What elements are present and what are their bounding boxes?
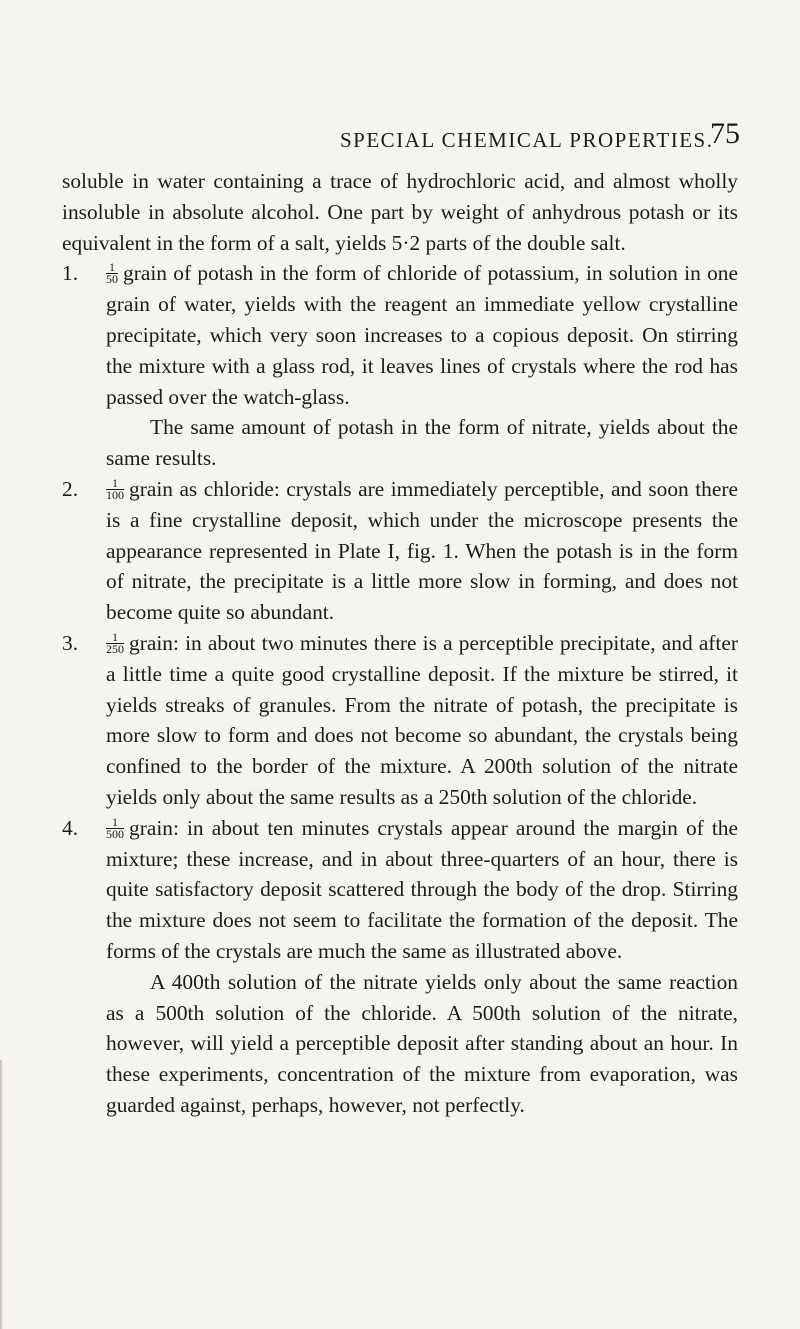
fraction-numerator: 1 (106, 262, 118, 274)
list-item-2 (62, 474, 738, 628)
item-text: grain: in about two minutes there is a perceptible precipitate, and after a little time a quite good crystalline deposit. If the mixture be stirred, it yields streaks of granules. From the nitrate of potash, the precipitate is more slow to form and does not become so abundant, the crystals being confined to the border of the mixture. A 200th solution of the nitrate yields only about the same results as a 250th solution of the chloride. (106, 630, 738, 809)
fraction-numerator: 1 (106, 817, 124, 829)
fraction (106, 814, 124, 841)
fraction-denominator: 500 (106, 826, 124, 841)
fraction-denominator: 100 (106, 487, 124, 502)
fraction (106, 629, 124, 656)
page-edge-shadow (0, 1060, 3, 1329)
item-continuation: The same amount of potash in the form of nitrate, yields about the same results. (106, 415, 738, 471)
fraction-denominator: 250 (106, 641, 124, 656)
item-number: 2. (62, 476, 79, 501)
fraction-numerator: 1 (106, 478, 124, 490)
item-text: grain of potash in the form of chloride of potassium, in solution in one grain of water, yields with the reagent an immediate yellow crystalline precipitate, which very soon increases to a copious deposit. On stirring the mixture with a glass rod, it leaves lines of crystals where the rod has passed over the watch-glass. (106, 261, 738, 409)
fraction (106, 475, 124, 502)
fraction-denominator: 50 (106, 272, 118, 287)
item-text: grain as chloride: crystals are immediately perceptible, and soon there is a fine crystalline deposit, which under the microscope presents the appearance represented in Plate I, fig. 1. When the potash is in the form of nitrate, the precipitate is a little more slow in forming, and does not become quite so abundant. (106, 476, 738, 625)
running-head: SPECIAL CHEMICAL PROPERTIES. (340, 128, 714, 152)
item-continuation: A 400th solution of the nitrate yields only about the same reaction as a 500th solution of the chloride. A 500th solution of the nitrate, however, will yield a perceptible deposit after standing about an hour. In these experiments, concentration of the mixture from evaporation, was guarded against, perhaps, however, not perfectly. (106, 969, 738, 1117)
item-number: 1. (62, 261, 79, 286)
fraction-numerator: 1 (106, 632, 124, 644)
page-body (62, 166, 738, 1121)
list-item-3 (62, 628, 738, 813)
page-header (340, 118, 740, 162)
item-number: 4. (62, 815, 79, 840)
item-number: 3. (62, 630, 79, 655)
list-item-1 (62, 258, 738, 412)
intro-paragraph: soluble in water containing a trace of hydrochloric acid, and almost wholly insoluble in absolute alcohol. One part by weight of anhydrous potash or its equivalent in the form of a salt, yields 5·2 parts of the double salt. (62, 169, 738, 255)
item-text: grain: in about ten minutes crystals appear around the margin of the mixture; these increase, and in about three-quarters of an hour, there is quite satisfactory deposit scattered through the body of the drop. Stirring the mixture does not seem to facilitate the formation of the deposit. The forms of the crystals are much the same as illustrated above. (106, 815, 738, 963)
fraction (106, 262, 118, 285)
list-item-4 (62, 813, 738, 967)
page-number: 75 (710, 117, 740, 150)
